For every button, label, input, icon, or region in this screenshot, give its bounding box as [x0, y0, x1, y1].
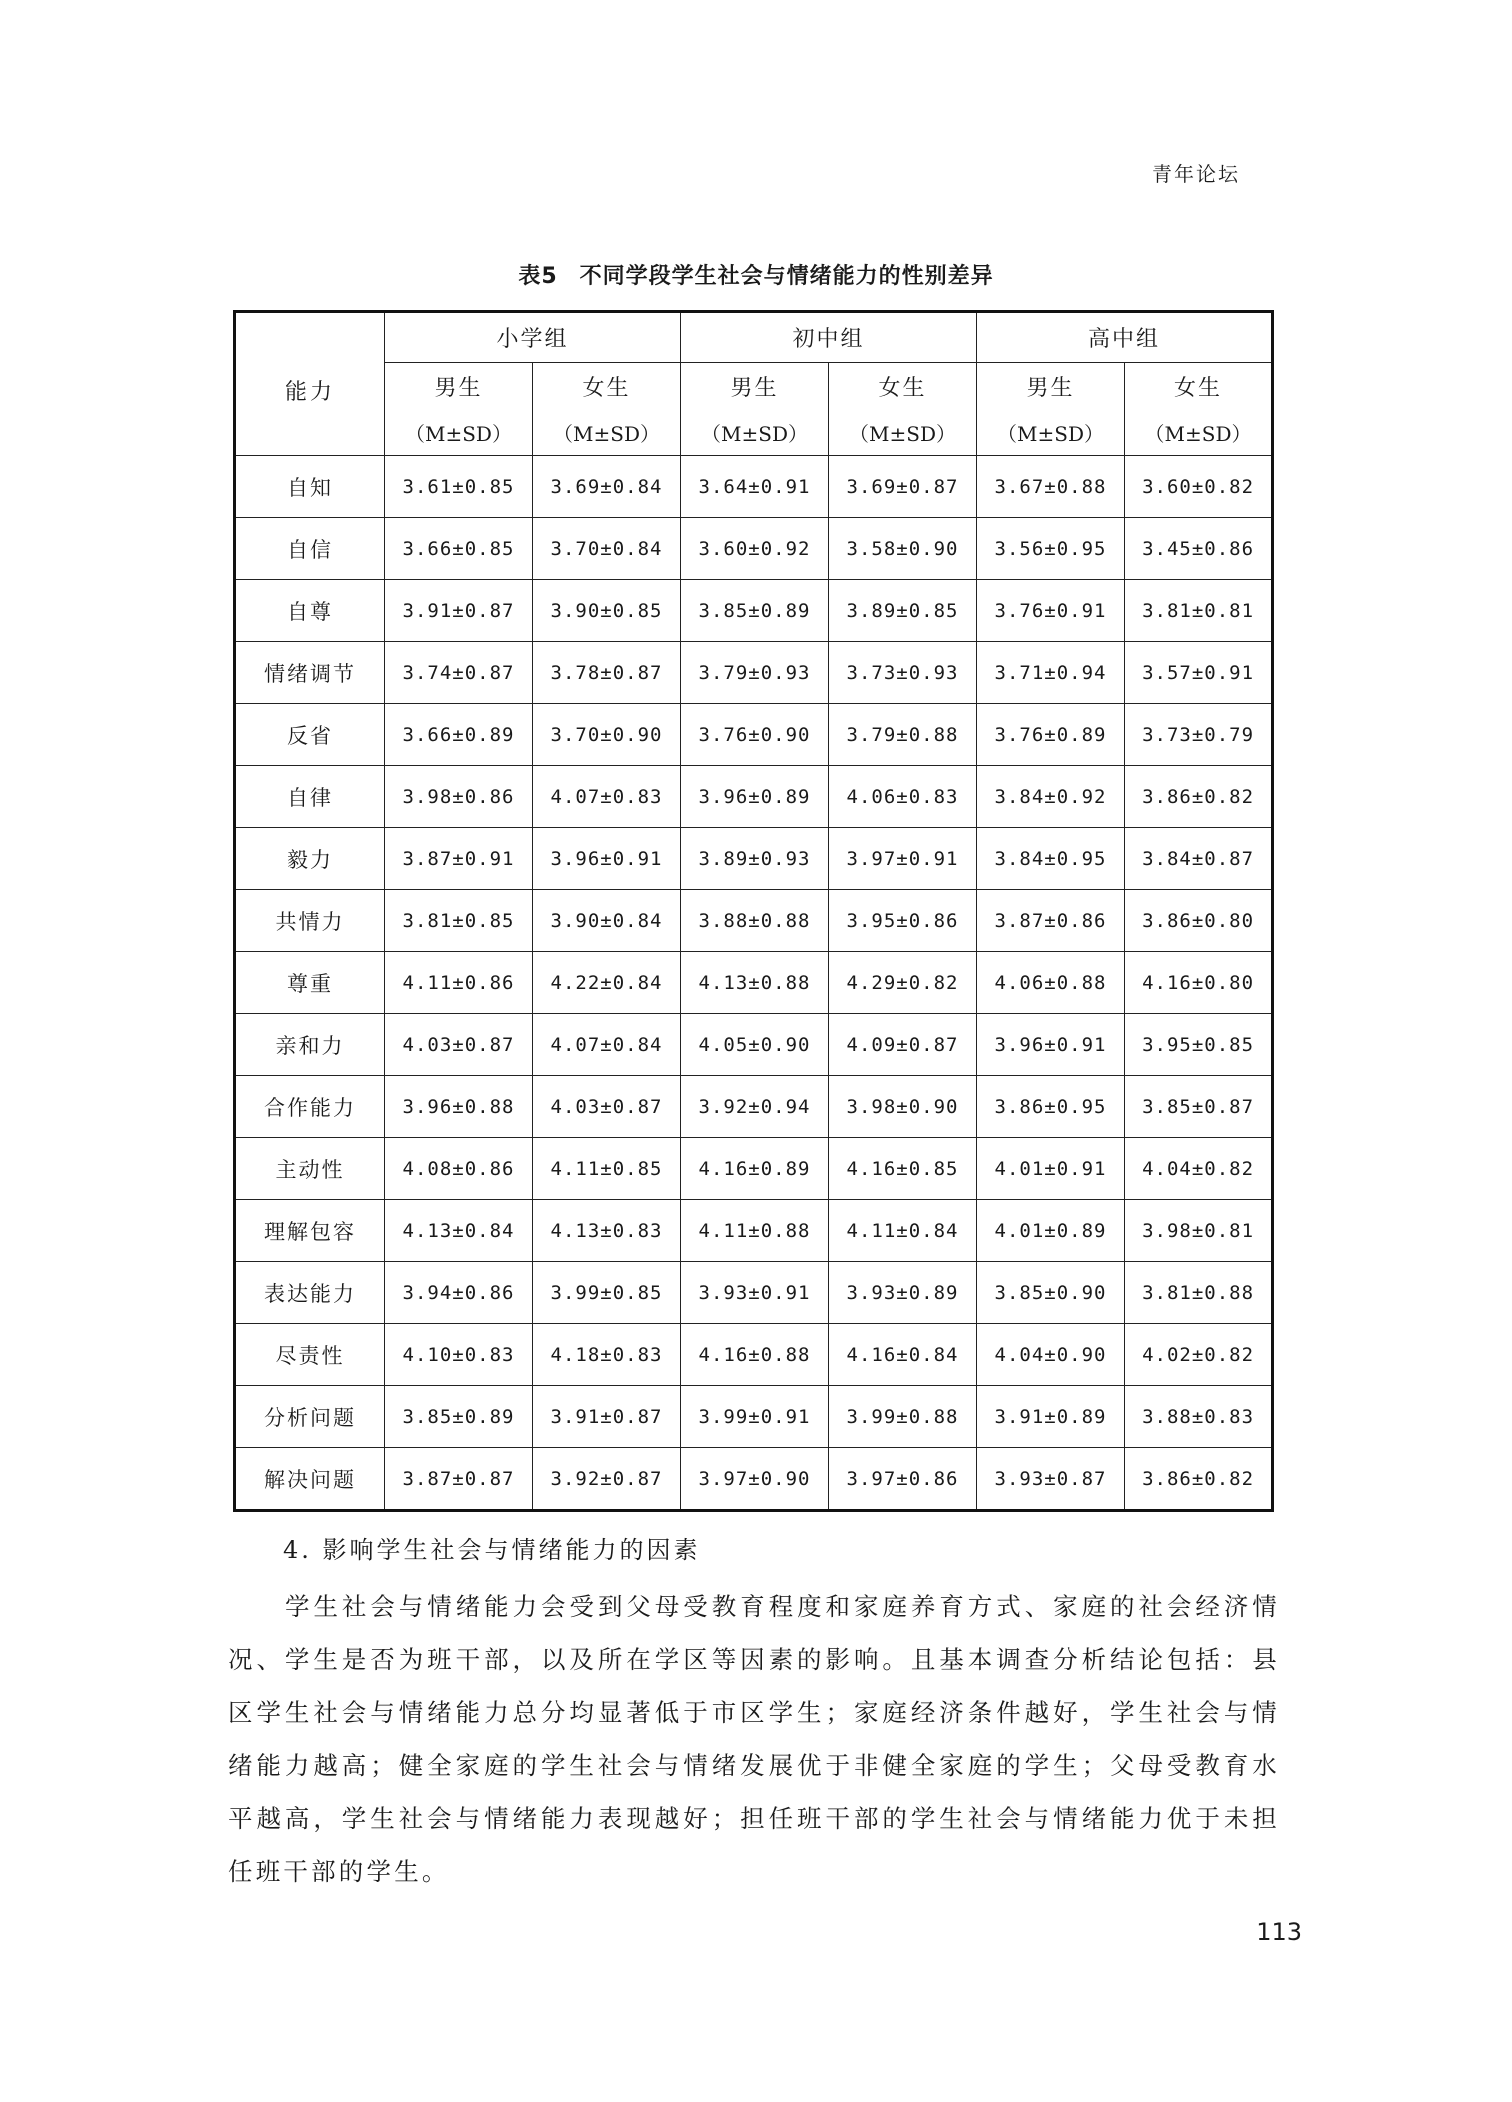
sub-header-stat: （M±SD）	[849, 422, 957, 446]
sub-header-gender: 男生	[730, 376, 779, 401]
table-cell: 3.73±0.79	[1125, 704, 1273, 766]
table-cell: 4.16±0.85	[829, 1138, 977, 1200]
table-cell: 3.76±0.90	[681, 704, 829, 766]
table-cell: 3.98±0.90	[829, 1076, 977, 1138]
table-cell: 3.69±0.87	[829, 456, 977, 518]
table-cell: 4.06±0.83	[829, 766, 977, 828]
table-row	[235, 1200, 1273, 1262]
row-label: 自知	[235, 456, 385, 518]
table-cell: 4.29±0.82	[829, 952, 977, 1014]
table-cell: 3.67±0.88	[977, 456, 1125, 518]
table-cell: 4.10±0.83	[385, 1324, 533, 1386]
row-label: 毅力	[235, 828, 385, 890]
table-cell: 3.60±0.92	[681, 518, 829, 580]
table-cell: 3.85±0.89	[681, 580, 829, 642]
sub-header-gender: 女生	[582, 376, 631, 401]
table-cell: 4.13±0.83	[533, 1200, 681, 1262]
table-cell: 4.09±0.87	[829, 1014, 977, 1076]
table-cell: 4.16±0.80	[1125, 952, 1273, 1014]
table-cell: 3.88±0.83	[1125, 1386, 1273, 1448]
table-cell: 4.04±0.82	[1125, 1138, 1273, 1200]
table-cell: 3.81±0.88	[1125, 1262, 1273, 1324]
table-cell: 4.01±0.89	[977, 1200, 1125, 1262]
table-row	[235, 828, 1273, 890]
table-row	[235, 642, 1273, 704]
data-table	[233, 310, 1274, 1512]
table-cell: 3.88±0.88	[681, 890, 829, 952]
table-caption-number: 表5	[518, 264, 558, 289]
table-row	[235, 1386, 1273, 1448]
table-cell: 3.87±0.87	[385, 1448, 533, 1511]
group-header-middle: 初中组	[681, 312, 977, 363]
table-cell: 3.57±0.91	[1125, 642, 1273, 704]
table-cell: 3.81±0.81	[1125, 580, 1273, 642]
table-cell: 3.84±0.95	[977, 828, 1125, 890]
sub-header-stat: （M±SD）	[553, 422, 660, 446]
row-label: 亲和力	[235, 1014, 385, 1076]
sub-header-stat: （M±SD）	[997, 422, 1105, 446]
table-caption-title: 不同学段学生社会与情绪能力的性别差异	[579, 264, 994, 289]
table-cell: 3.90±0.85	[533, 580, 681, 642]
table-cell: 4.11±0.85	[533, 1138, 681, 1200]
row-label: 解决问题	[235, 1448, 385, 1511]
row-label: 自律	[235, 766, 385, 828]
table-row	[235, 518, 1273, 580]
sub-header-cell	[977, 363, 1125, 456]
body-paragraph: 学生社会与情绪能力会受到父母受教育程度和家庭养育方式、家庭的社会经济情况、学生是否为班干部，以及所在学区等因素的影响。且基本调查分析结论包括：县区学生社会与情绪能力总分均显著低于市区学生；家庭经济条件越好，学生社会与情绪能力越高；健全家庭的学生社会与情绪发展优于非健全家庭的学生；父母受教育水平越高，学生社会与情绪能力表现越好；担任班干部的学生社会与情绪能力优于未担任班干部的学生。	[228, 1592, 1280, 1886]
table-cell: 3.76±0.89	[977, 704, 1125, 766]
table-row	[235, 456, 1273, 518]
table-cell: 3.90±0.84	[533, 890, 681, 952]
table-cell: 4.11±0.86	[385, 952, 533, 1014]
table-cell: 4.01±0.91	[977, 1138, 1125, 1200]
table-row	[235, 1262, 1273, 1324]
table-cell: 3.66±0.89	[385, 704, 533, 766]
table-cell: 4.22±0.84	[533, 952, 681, 1014]
table-row	[235, 1014, 1273, 1076]
row-label: 主动性	[235, 1138, 385, 1200]
table-cell: 3.85±0.89	[385, 1386, 533, 1448]
table-row	[235, 766, 1273, 828]
table-cell: 4.05±0.90	[681, 1014, 829, 1076]
row-label: 分析问题	[235, 1386, 385, 1448]
table-cell: 3.45±0.86	[1125, 518, 1273, 580]
table-cell: 3.78±0.87	[533, 642, 681, 704]
sub-header-stat: （M±SD）	[701, 422, 808, 446]
table-cell: 3.95±0.86	[829, 890, 977, 952]
table-cell: 3.96±0.88	[385, 1076, 533, 1138]
table-cell: 3.85±0.90	[977, 1262, 1125, 1324]
table-cell: 3.74±0.87	[385, 642, 533, 704]
table-row	[235, 1448, 1273, 1511]
table-cell: 3.86±0.95	[977, 1076, 1125, 1138]
table-cell: 4.16±0.84	[829, 1324, 977, 1386]
table-cell: 3.85±0.87	[1125, 1076, 1273, 1138]
page-number: 113	[1256, 1918, 1302, 1946]
table-cell: 3.89±0.85	[829, 580, 977, 642]
row-label: 尊重	[235, 952, 385, 1014]
table-cell: 3.93±0.89	[829, 1262, 977, 1324]
table-cell: 3.71±0.94	[977, 642, 1125, 704]
table-cell: 3.89±0.93	[681, 828, 829, 890]
row-label: 表达能力	[235, 1262, 385, 1324]
table-cell: 4.07±0.84	[533, 1014, 681, 1076]
table-cell: 3.92±0.87	[533, 1448, 681, 1511]
table-cell: 3.92±0.94	[681, 1076, 829, 1138]
table-cell: 4.02±0.82	[1125, 1324, 1273, 1386]
table-cell: 3.96±0.91	[977, 1014, 1125, 1076]
group-header-primary: 小学组	[385, 312, 681, 363]
table-cell: 3.58±0.90	[829, 518, 977, 580]
row-header: 能力	[235, 312, 385, 456]
table-row	[235, 580, 1273, 642]
table-cell: 3.91±0.87	[385, 580, 533, 642]
sub-header-cell	[829, 363, 977, 456]
table-cell: 3.93±0.91	[681, 1262, 829, 1324]
table-cell: 3.87±0.86	[977, 890, 1125, 952]
group-header-high: 高中组	[977, 312, 1273, 363]
table-row	[235, 890, 1273, 952]
table-cell: 3.61±0.85	[385, 456, 533, 518]
table-cell: 3.69±0.84	[533, 456, 681, 518]
table-cell: 3.86±0.80	[1125, 890, 1273, 952]
row-label: 尽责性	[235, 1324, 385, 1386]
table-cell: 4.08±0.86	[385, 1138, 533, 1200]
table-cell: 3.97±0.86	[829, 1448, 977, 1511]
table-cell: 3.70±0.84	[533, 518, 681, 580]
table-cell: 3.99±0.88	[829, 1386, 977, 1448]
table-cell: 3.84±0.87	[1125, 828, 1273, 890]
row-label: 理解包容	[235, 1200, 385, 1262]
table-cell: 4.03±0.87	[385, 1014, 533, 1076]
row-label: 自尊	[235, 580, 385, 642]
table-cell: 3.56±0.95	[977, 518, 1125, 580]
table-cell: 4.07±0.83	[533, 766, 681, 828]
table-cell: 3.99±0.85	[533, 1262, 681, 1324]
row-label: 反省	[235, 704, 385, 766]
table-cell: 4.16±0.88	[681, 1324, 829, 1386]
table-cell: 3.73±0.93	[829, 642, 977, 704]
table-cell: 3.99±0.91	[681, 1386, 829, 1448]
table-row	[235, 1138, 1273, 1200]
table-cell: 3.91±0.87	[533, 1386, 681, 1448]
table-cell: 3.79±0.93	[681, 642, 829, 704]
running-head: 青年论坛	[1152, 162, 1240, 186]
sub-header-cell	[533, 363, 681, 456]
sub-header-gender: 男生	[1026, 376, 1075, 401]
table-cell: 4.13±0.84	[385, 1200, 533, 1262]
row-label: 共情力	[235, 890, 385, 952]
table-cell: 4.11±0.88	[681, 1200, 829, 1262]
table-cell: 3.70±0.90	[533, 704, 681, 766]
table-row	[235, 952, 1273, 1014]
table-cell: 3.87±0.91	[385, 828, 533, 890]
table-cell: 3.97±0.90	[681, 1448, 829, 1511]
table-cell: 3.86±0.82	[1125, 1448, 1273, 1511]
section-heading: 4. 影响学生社会与情绪能力的因素	[283, 1536, 701, 1564]
table-row	[235, 1076, 1273, 1138]
table-cell: 4.04±0.90	[977, 1324, 1125, 1386]
table-cell: 3.86±0.82	[1125, 766, 1273, 828]
sub-header-cell	[681, 363, 829, 456]
sub-header-stat: （M±SD）	[405, 422, 512, 446]
table-cell: 3.91±0.89	[977, 1386, 1125, 1448]
table-cell: 3.97±0.91	[829, 828, 977, 890]
table-row	[235, 1324, 1273, 1386]
table-cell: 3.98±0.81	[1125, 1200, 1273, 1262]
sub-header-cell	[385, 363, 533, 456]
table-cell: 3.79±0.88	[829, 704, 977, 766]
table-cell: 3.60±0.82	[1125, 456, 1273, 518]
table-cell: 3.93±0.87	[977, 1448, 1125, 1511]
table-cell: 4.03±0.87	[533, 1076, 681, 1138]
table-row	[235, 704, 1273, 766]
row-label: 自信	[235, 518, 385, 580]
table-cell: 3.96±0.91	[533, 828, 681, 890]
table-cell: 3.95±0.85	[1125, 1014, 1273, 1076]
table-cell: 3.76±0.91	[977, 580, 1125, 642]
sub-header-stat: （M±SD）	[1144, 422, 1252, 446]
row-label: 合作能力	[235, 1076, 385, 1138]
table-cell: 3.84±0.92	[977, 766, 1125, 828]
table-cell: 4.18±0.83	[533, 1324, 681, 1386]
table-cell: 3.98±0.86	[385, 766, 533, 828]
table-cell: 3.81±0.85	[385, 890, 533, 952]
table-cell: 4.11±0.84	[829, 1200, 977, 1262]
sub-header-gender: 女生	[878, 376, 927, 401]
table-cell: 3.94±0.86	[385, 1262, 533, 1324]
sub-header-gender: 男生	[434, 376, 483, 401]
table-cell: 4.16±0.89	[681, 1138, 829, 1200]
table-cell: 4.06±0.88	[977, 952, 1125, 1014]
table-cell: 3.96±0.89	[681, 766, 829, 828]
table-caption	[0, 259, 1512, 290]
table-cell: 3.66±0.85	[385, 518, 533, 580]
row-label: 情绪调节	[235, 642, 385, 704]
sub-header-gender: 女生	[1174, 376, 1223, 401]
sub-header-cell	[1125, 363, 1273, 456]
table-cell: 3.64±0.91	[681, 456, 829, 518]
table-cell: 4.13±0.88	[681, 952, 829, 1014]
